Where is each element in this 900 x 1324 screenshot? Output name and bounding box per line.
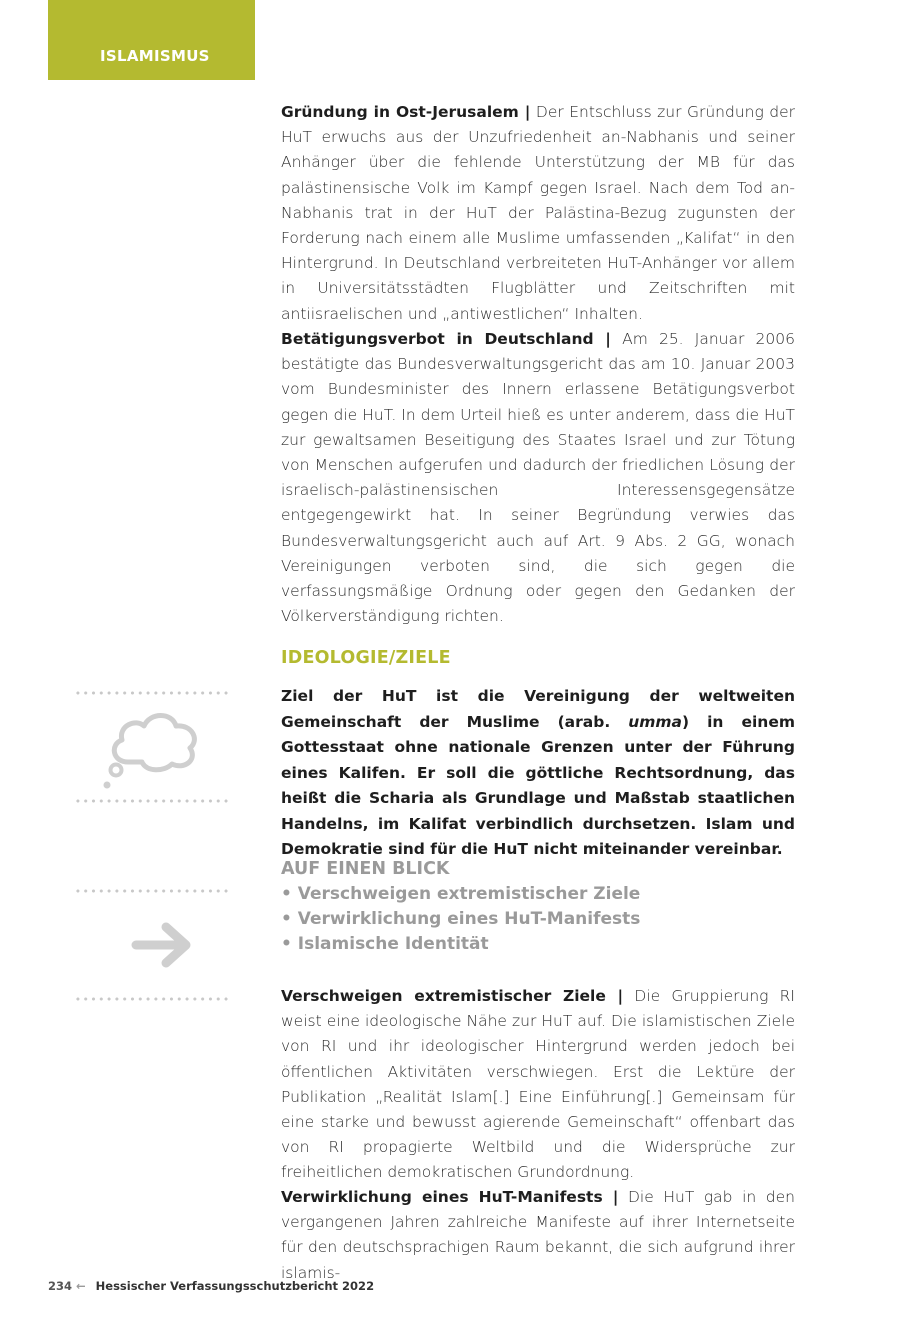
paragraph-heading: Gründung in Ost-Jerusalem |: [281, 103, 531, 121]
section-tag-label: ISLAMISMUS: [100, 47, 210, 65]
page-footer: [48, 1279, 374, 1293]
publication-title: Hessischer Verfassungsschutzbericht 2022: [95, 1279, 375, 1293]
paragraph-heading: Verschweigen extremistischer Ziele |: [281, 987, 624, 1005]
paragraph-ban: [281, 327, 795, 629]
lead-text: ) in einem Gottesstaat ohne nationale Grenzen unter der Führung eines Kalifen. Er soll die göttliche Rechtsordnung, das heißt die Scharia als Grundlage und Maßstab staatlichen Handelns, im Kalifat verbindlich durchsetzen. Islam und Demokratie sind für die HuT nicht miteinander vereinbar.: [281, 712, 795, 858]
lead-text: Ziel der HuT ist die Vereinigung der weltweiten Gemeinschaft der Muslime (arab.: [281, 687, 795, 731]
at-a-glance-item: • Verschweigen extremistischer Ziele: [281, 884, 641, 904]
dotted-divider: [74, 691, 229, 695]
dotted-divider: [74, 799, 229, 803]
at-a-glance-item: • Islamische Identität: [281, 934, 489, 954]
lead-term: umma: [628, 712, 683, 731]
paragraph-concealing: [281, 984, 795, 1186]
paragraph-heading: Betätigungsverbot in Deutschland |: [281, 330, 611, 348]
paragraph-text: Der Entschluss zur Gründung der HuT erwuchs aus der Unzufriedenheit an-Nabhanis und seiner Anhänger über die fehlende Unterstützung der MB für das palästinensische Volk im Kampf gegen Israel. Nach dem Tod an-Nabhanis trat in der HuT der Palästina-Bezug zugunsten der Forderung nach einem alle Muslime umfassenden „Kalifat“ in den Hintergrund. In Deutschland verbreiteten HuT-Anhänger vor allem in Universitätsstädten Flugblätter und Zeitschriften mit antiisraelischen und „antiwestlichen“ Inhalten.: [281, 103, 795, 323]
ideology-heading: IDEOLOGIE/ZIELE: [281, 648, 451, 668]
back-arrow-icon[interactable]: ←: [76, 1279, 86, 1293]
section-tag: [48, 0, 255, 80]
arrow-right-icon: [130, 918, 196, 972]
at-a-glance-item: • Verwirklichung eines HuT-Manifests: [281, 909, 641, 929]
paragraph-founding: [281, 100, 795, 327]
thought-bubble-icon: [98, 706, 202, 792]
paragraph-manifest: [281, 1185, 795, 1286]
ideology-lead: [281, 684, 795, 863]
paragraph-heading: Verwirklichung eines HuT-Manifests |: [281, 1188, 619, 1206]
dotted-divider: [74, 889, 229, 893]
at-a-glance-box: [281, 857, 795, 957]
page-number: 234: [48, 1279, 73, 1293]
at-a-glance-heading: AUF EINEN BLICK: [281, 859, 450, 879]
paragraph-text: Am 25. Januar 2006 bestätigte das Bundesverwaltungsgericht das am 10. Januar 2003 vom Bundesminister des Innern erlassene Betätigungsverbot gegen die HuT. In dem Urteil hieß es unter anderem, dass die HuT zur gewaltsamen Beseitigung des Staates Israel und zur Tötung von Menschen aufgerufen und dadurch der friedlichen Lösung der israelisch-palästinensischen Interessensgegensätze entgegengewirkt hat. In seiner Begründung verwies das Bundesverwaltungsgericht auch auf Art. 9 Abs. 2 GG, wonach Vereinigungen verboten sind, die sich gegen die verfassungsmäßige Ordnung oder gegen den Gedanken der Völkerverständigung richten.: [281, 330, 795, 626]
paragraph-text: Die Gruppierung RI weist eine ideologische Nähe zur HuT auf. Die islamistischen Ziele von RI und ihr ideologischer Hintergrund werden jedoch bei öffentlichen Aktivitäten verschwiegen. Erst die Lektüre der Publikation „Realität Islam[.] Eine Einführung[.] Gemeinsam für eine starke und bewusst agierende Gemeinschaft“ offenbart das von RI propagierte Weltbild und die Widersprüche zur freiheitlichen demokratischen Grundordnung.: [281, 987, 796, 1182]
paragraph-text: Die HuT gab in den vergangenen Jahren zahlreiche Manifeste auf ihrer Internetseite für den deutschsprachigen Raum bekannt, die sich aufgrund ihrer islamis-: [281, 1188, 796, 1282]
dotted-divider: [74, 997, 229, 1001]
